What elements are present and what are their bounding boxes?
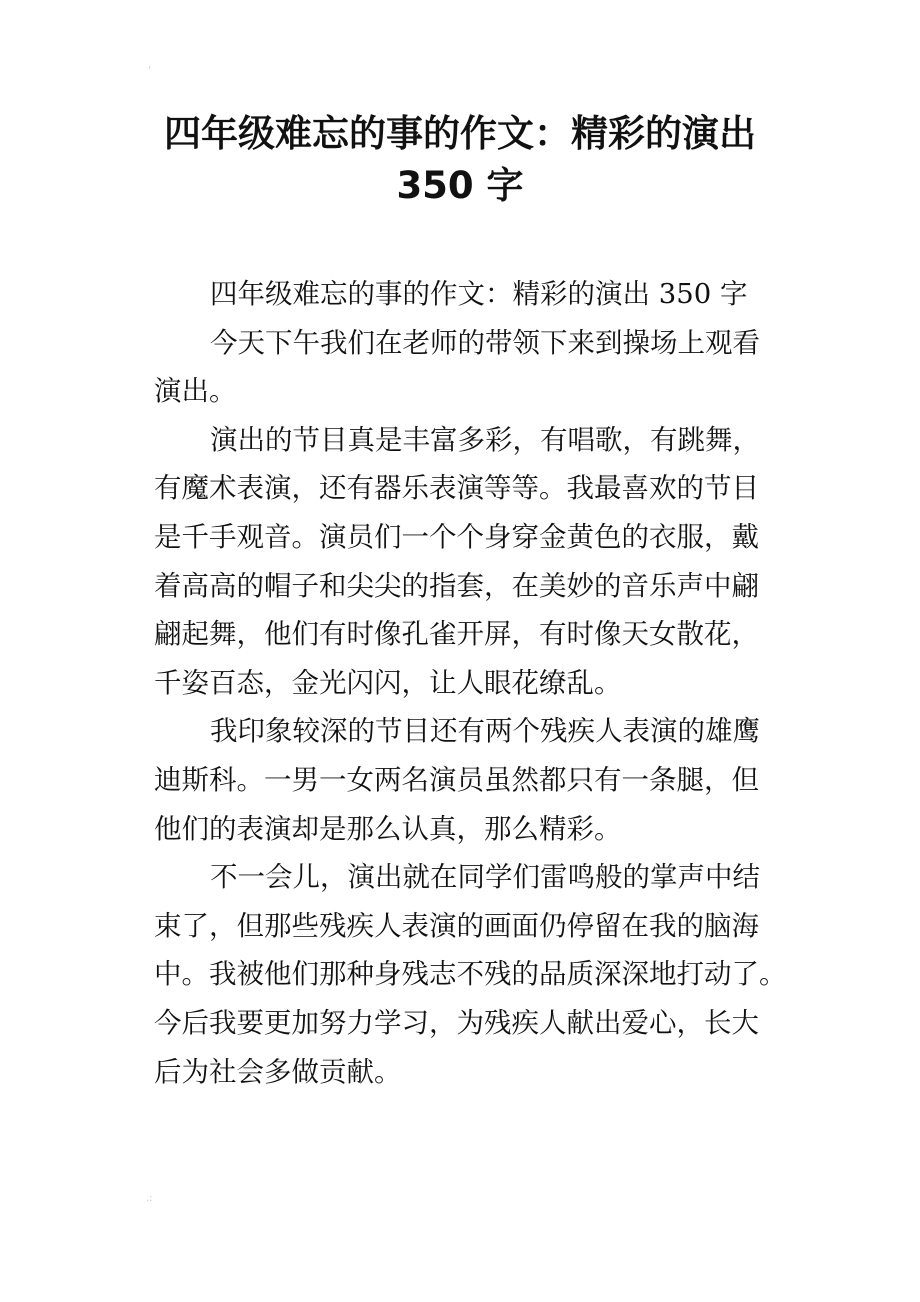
text-line: 有魔术表演，还有器乐表演等等。我最喜欢的节目 bbox=[154, 472, 759, 505]
text-line: 迪斯科。一男一女两名演员虽然都只有一条腿，但 bbox=[154, 763, 759, 796]
corner-mark-top: ' bbox=[148, 65, 151, 76]
paragraph bbox=[154, 319, 794, 416]
paragraph bbox=[154, 270, 794, 319]
text-line: 演出。 bbox=[154, 375, 237, 408]
text-line: 演出的节目真是丰富多彩，有唱歌，有跳舞， bbox=[210, 423, 760, 456]
text-line: 四年级难忘的事的作文：精彩的演出 350 字 bbox=[210, 278, 748, 310]
text-line: 今后我要更加努力学习，为残疾人献出爱心，长大 bbox=[154, 1006, 759, 1039]
corner-mark-bottom: .: bbox=[146, 1193, 153, 1204]
essay-body bbox=[154, 270, 794, 1096]
paragraph bbox=[154, 853, 794, 1096]
text-line: 不一会儿，演出就在同学们雷鸣般的掌声中结 bbox=[210, 861, 760, 894]
text-line: 是千手观音。演员们一个个身穿金黄色的衣服，戴 bbox=[154, 520, 759, 553]
text-line: 我印象较深的节目还有两个残疾人表演的雄鹰 bbox=[210, 715, 760, 748]
paragraph bbox=[154, 416, 794, 708]
text-line: 他们的表演却是那么认真，那么精彩。 bbox=[154, 812, 622, 845]
text-line: 中。我被他们那种身残志不残的品质深深地打动了。 bbox=[154, 958, 787, 991]
text-line: 束了，但那些残疾人表演的画面仍停留在我的脑海 bbox=[154, 909, 759, 942]
document-title bbox=[100, 108, 820, 212]
title-line-2: 350 字 bbox=[396, 164, 524, 207]
text-line: 后为社会多做贡献。 bbox=[154, 1055, 402, 1088]
title-line-1: 四年级难忘的事的作文：精彩的演出 bbox=[164, 112, 756, 155]
text-line: 翩起舞，他们有时像孔雀开屏，有时像天女散花， bbox=[154, 618, 759, 651]
text-line: 着高高的帽子和尖尖的指套，在美妙的音乐声中翩 bbox=[154, 569, 759, 602]
text-line: 今天下午我们在老师的带领下来到操场上观看 bbox=[210, 326, 760, 359]
text-line: 千姿百态，金光闪闪，让人眼花缭乱。 bbox=[154, 666, 622, 699]
paragraph bbox=[154, 707, 794, 853]
